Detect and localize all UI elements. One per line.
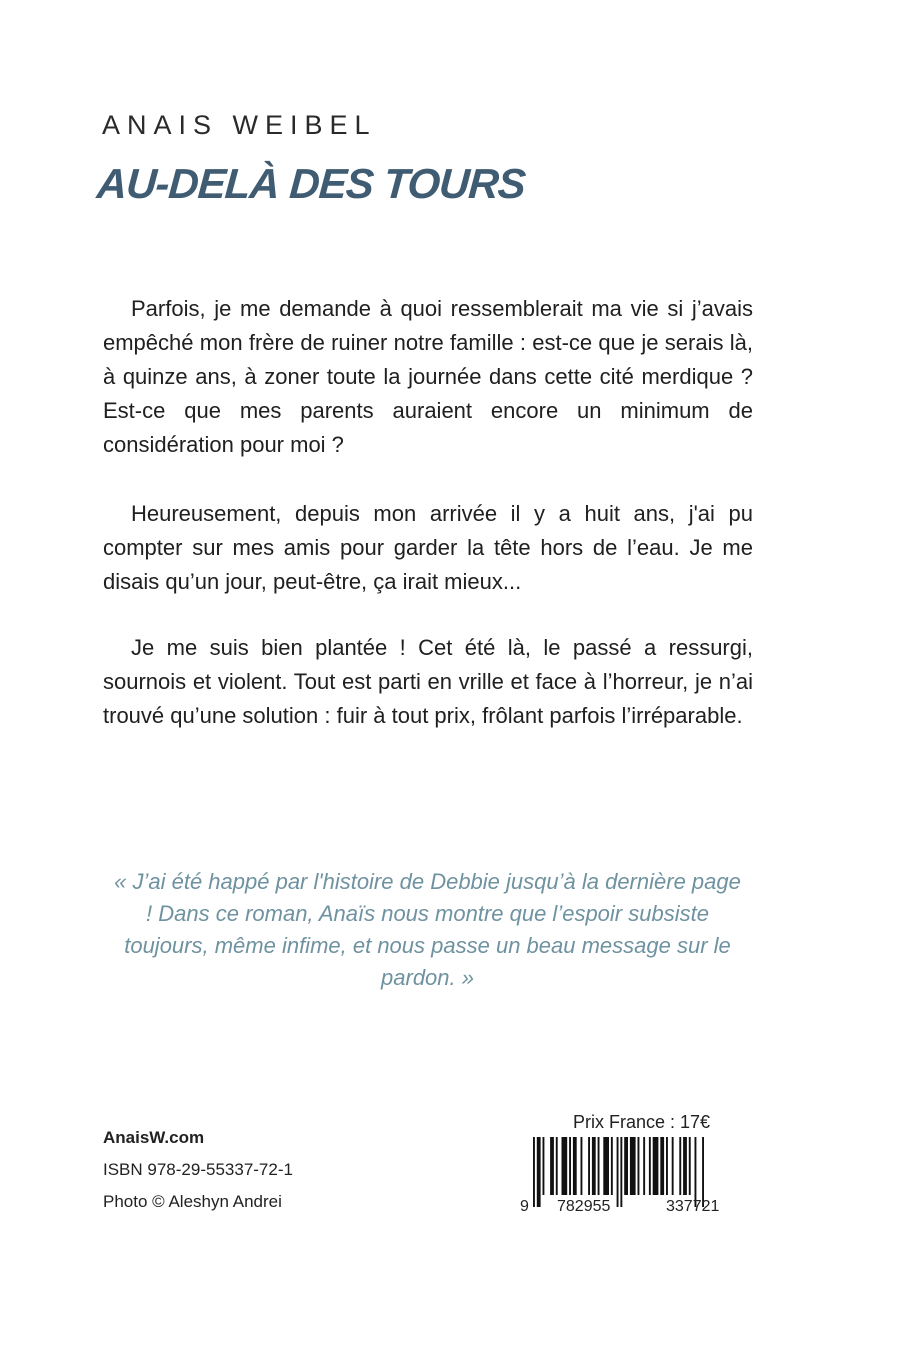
author-name: ANAIS WEIBEL (102, 110, 377, 140)
blurb-paragraph-3: Je me suis bien plantée ! Cet été là, le passé a ressurgi, sournois et violent. Tout est parti en vrille et face à l’horreur, je n’ai trouvé qu’une solution : fuir à tout prix, frôlant parfois l’irréparable. (103, 635, 753, 728)
barcode-bar (550, 1137, 554, 1195)
review-quote: « J’ai été happé par l'histoire de Debbie jusqu’à la dernière page ! Dans ce roman, Anaïs nous montre que l’espoir subsiste toujours, même infime, et nous passe un beau message sur le pardon. » (114, 869, 741, 990)
barcode-bar (611, 1137, 613, 1195)
website-link[interactable]: AnaisW.com (103, 1128, 205, 1147)
barcode-image (533, 1137, 763, 1207)
barcode-bar (649, 1137, 651, 1195)
barcode-bar (653, 1137, 659, 1195)
barcode-group-right: 337721 (666, 1198, 720, 1215)
barcode-bar (537, 1137, 541, 1207)
barcode-bar (562, 1137, 568, 1195)
credits-block (103, 1122, 293, 1218)
barcode-bar (598, 1137, 600, 1195)
isbn-text: ISBN 978-29-55337-72-1 (103, 1160, 293, 1179)
barcode-bar (588, 1137, 590, 1195)
barcode-bar (543, 1137, 545, 1195)
barcode-bar (638, 1137, 640, 1195)
barcode-bar (643, 1137, 645, 1195)
photo-credit: Photo © Aleshyn Andrei (103, 1192, 282, 1211)
barcode-bar (660, 1137, 664, 1195)
blurb-paragraph-2: Heureusement, depuis mon arrivée il y a huit ans, j'ai pu compter sur mes amis pour garder la tête hors de l’eau. Je me disais qu’un jour, peut-être, ça irait mieux... (103, 501, 753, 594)
barcode-bar (556, 1137, 558, 1195)
barcode-bar (666, 1137, 668, 1195)
blurb-paragraph-1: Parfois, je me demande à quoi ressemblerait ma vie si j’avais empêché mon frère de ruiner notre famille : est-ce que je serais là, à quinze ans, à zoner toute la journée dans cette cité merdique ? Est-ce que mes parents auraient encore un minimum de considération pour moi ? (103, 296, 753, 457)
barcode-bar (620, 1137, 622, 1207)
barcode-bar (603, 1137, 609, 1195)
barcode-bar (624, 1137, 628, 1195)
book-title: AU-DELÀ DES TOURS (95, 160, 527, 207)
barcode-bar (683, 1137, 687, 1195)
barcode-bar (702, 1137, 704, 1207)
barcode-bar (533, 1137, 535, 1207)
barcode-bar (672, 1137, 674, 1195)
barcode-bar (581, 1137, 583, 1195)
barcode-bar (617, 1137, 619, 1207)
barcode-bar (592, 1137, 596, 1195)
barcode-digit-first: 9 (520, 1198, 529, 1215)
barcode-group-left: 782955 (557, 1198, 611, 1215)
barcode-bar (695, 1137, 697, 1207)
barcode-bar (679, 1137, 681, 1195)
barcode-bar (573, 1137, 577, 1195)
price-label: Prix France : 17€ (573, 1112, 711, 1132)
barcode-bar (689, 1137, 691, 1195)
barcode-bar (630, 1137, 636, 1195)
barcode-bar (569, 1137, 571, 1195)
